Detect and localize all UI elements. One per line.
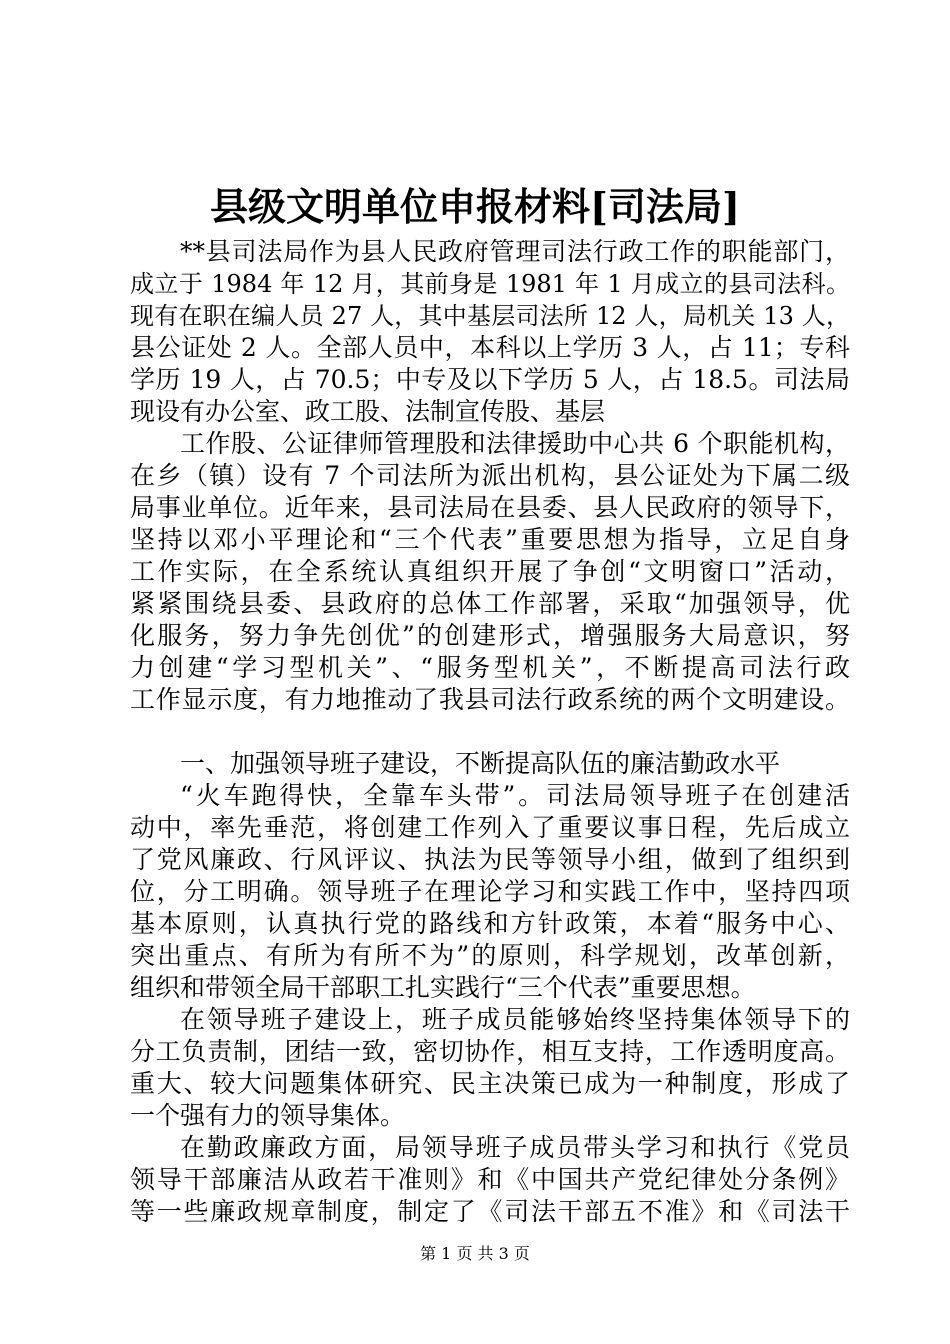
paragraph-line: “火车跑得快，全靠车头带”。司法局领导班子在创建活 [180, 781, 850, 810]
section-heading: 一、加强领导班子建设，不断提高队伍的廉洁勤政水平 [180, 749, 781, 778]
paragraph-line: 领导干部廉洁从政若干准则》和《中国共产党纪律处分条例》 [130, 1165, 850, 1194]
paragraph-line: 现有在职在编人员 27 人，其中基层司法所 12 人，局机关 13 人， [130, 302, 850, 330]
paragraph-line: 了党风廉政、行风评议、执法为民等领导小组，做到了组织到 [130, 845, 850, 874]
paragraph-line: 基本原则，认真执行党的路线和方针政策，本着“服务中心、 [130, 909, 850, 938]
paragraph-line: 现设有办公室、政工股、法制宣传股、基层 [130, 397, 606, 426]
paragraph-line: 坚持以邓小平理论和“三个代表”重要思想为指导，立足自身 [130, 525, 850, 554]
paragraph-line: 化服务，努力争先创优”的创建形式，增强服务大局意识，努 [130, 621, 850, 650]
paragraph-line: 组织和带领全局干部职工扎实践行“三个代表”重要思想。 [130, 973, 756, 1002]
paragraph-line: 学历 19 人，占 70.5；中专及以下学历 5 人，占 18.5。司法局 [130, 365, 850, 394]
paragraph-line: 工作实际，在全系统认真组织开展了争创“文明窗口”活动， [130, 557, 850, 586]
paragraph-line: 突出重点、有所为有所不为”的原则，科学规划，改革创新， [130, 941, 850, 970]
document-title: 县级文明单位申报材料[司法局] [210, 184, 740, 229]
paragraph-line: 工作显示度，有力地推动了我县司法行政系统的两个文明建设。 [130, 685, 850, 714]
paragraph-line: 力创建“学习型机关”、“服务型机关”，不断提高司法行政 [130, 653, 850, 682]
paragraph-line: 动中，率先垂范，将创建工作列入了重要议事日程，先后成立 [130, 813, 850, 842]
paragraph-line: 一个强有力的领导集体。 [130, 1101, 406, 1130]
paragraph-line: 紧紧围绕县委、县政府的总体工作部署，采取“加强领导，优 [130, 589, 850, 618]
paragraph-line: 位，分工明确。领导班子在理论学习和实践工作中，坚持四项 [130, 877, 850, 906]
paragraph-line: 分工负责制，团结一致，密切协作，相互支持，工作透明度高。 [130, 1037, 850, 1066]
paragraph-line: **县司法局作为县人民政府管理司法行政工作的职能部门， [180, 237, 850, 266]
paragraph-line: 工作股、公证律师管理股和法律援助中心共 6 个职能机构， [180, 429, 850, 458]
paragraph-line: 重大、较大问题集体研究、民主决策已成为一种制度，形成了 [130, 1069, 850, 1098]
page-number-footer: 第 1 页 共 3 页 [420, 1244, 530, 1263]
paragraph-line: 在勤政廉政方面，局领导班子成员带头学习和执行《党员 [180, 1133, 850, 1162]
paragraph-line: 县公证处 2 人。全部人员中，本科以上学历 3 人，占 11；专科 [130, 333, 850, 362]
paragraph-line: 成立于 1984 年 12 月，其前身是 1981 年 1 月成立的县司法科。 [130, 270, 850, 298]
paragraph-line: 等一些廉政规章制度，制定了《司法干部五不准》和《司法干 [130, 1197, 850, 1226]
paragraph-line: 在乡（镇）设有 7 个司法所为派出机构，县公证处为下属二级 [130, 461, 850, 490]
paragraph-line: 在领导班子建设上，班子成员能够始终坚持集体领导下的 [180, 1005, 850, 1034]
paragraph-line: 局事业单位。近年来，县司法局在县委、县人民政府的领导下， [130, 493, 850, 522]
